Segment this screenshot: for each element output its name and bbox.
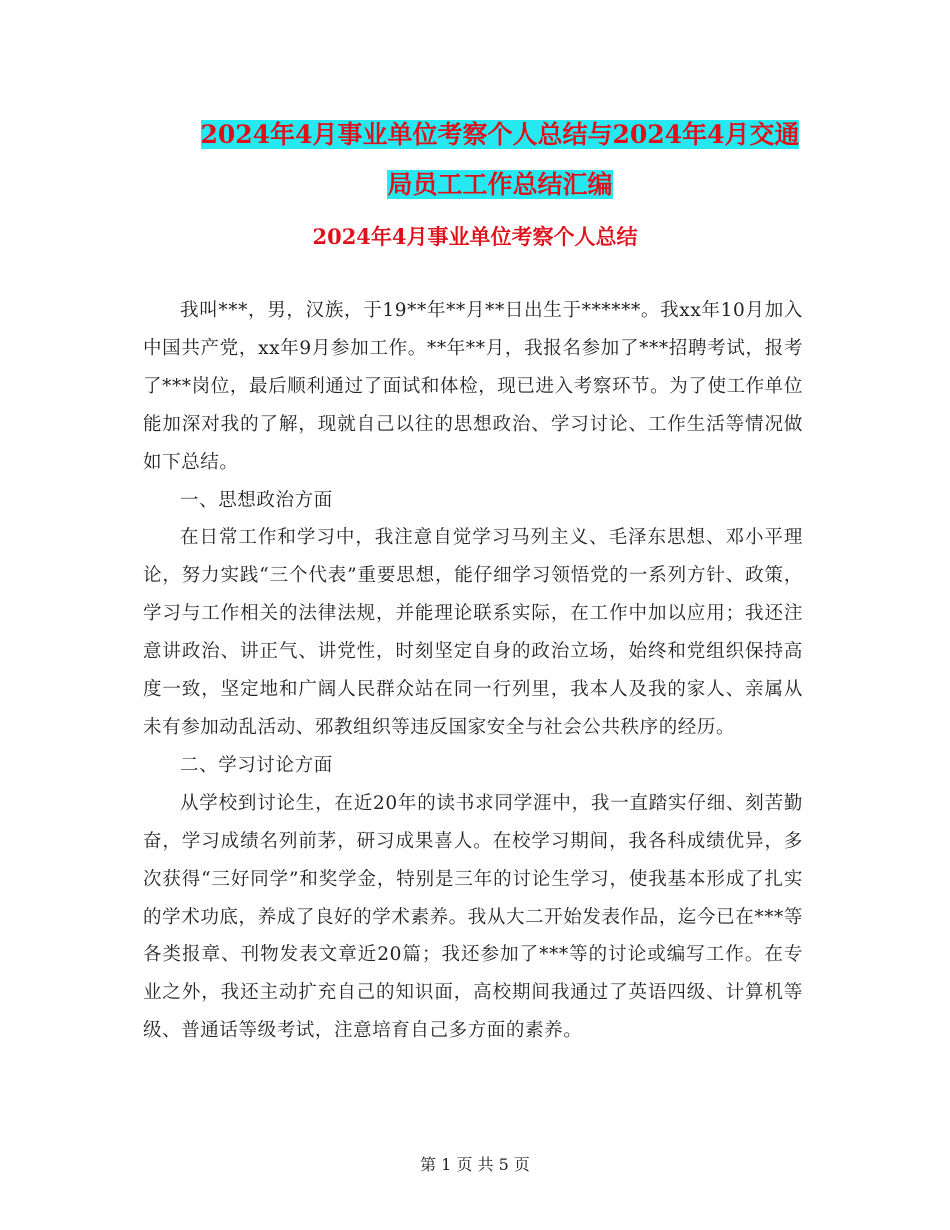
section-title: 2024年4月事业单位考察个人总结 <box>312 224 638 249</box>
heading-study: 二、学习讨论方面 <box>180 754 333 776</box>
page-footer: 第 1 页 共 5 页 <box>420 1155 530 1174</box>
body-text <box>143 292 803 1050</box>
paragraph-ideology: 在日常工作和学习中，我注意自觉学习马列主义、毛泽东思想、邓小平理论，努力实践“三个代表”重要思想，能仔细学习领悟党的一系列方针、政策，学习与工作相关的法律法规，并能理论联系实际，在工作中加以应用；我还注意讲政治、讲正气、讲党性，时刻坚定自身的政治立场，始终和党组织保持高度一致，坚定地和广阔人民群众站在同一行列里，我本人及我的家人、亲属从未有参加动乱活动、邪教组织等违反国家安全与社会公共秩序的经历。 <box>143 527 803 738</box>
heading-ideology: 一、思想政治方面 <box>180 489 333 511</box>
document-title <box>150 110 850 210</box>
title-line-2: 局员工工作总结汇编 <box>387 170 613 199</box>
paragraph-intro: 我叫***，男，汉族，于19**年**月**日出生于******。我xx年10月加入中国共产党，xx年9月参加工作。**年**月，我报名参加了***招聘考试，报考了***岗位，最后顺利通过了面试和体检，现已进入考察环节。为了使工作单位能加深对我的了解，现就自己以往的思想政治、学习讨论、工作生活等情况做如下总结。 <box>143 300 803 473</box>
title-line-1: 2024年4月事业单位考察个人总结与2024年4月交通 <box>200 120 800 149</box>
paragraph-study: 从学校到讨论生，在近20年的读书求同学涯中，我一直踏实仔细、刻苦勤奋，学习成绩名列前茅，研习成果喜人。在校学习期间，我各科成绩优异，多次获得“三好同学”和奖学金，特别是三年的讨论生学习，使我基本形成了扎实的学术功底，养成了良好的学术素养。我从大二开始发表作品，迄今已在***等各类报章、刊物发表文章近20篇；我还参加了***等的讨论或编写工作。在专业之外，我还主动扩充自己的知识面，高校期间我通过了英语四级、计算机等级、普通话等级考试，注意培育自己多方面的素养。 <box>143 792 803 1042</box>
